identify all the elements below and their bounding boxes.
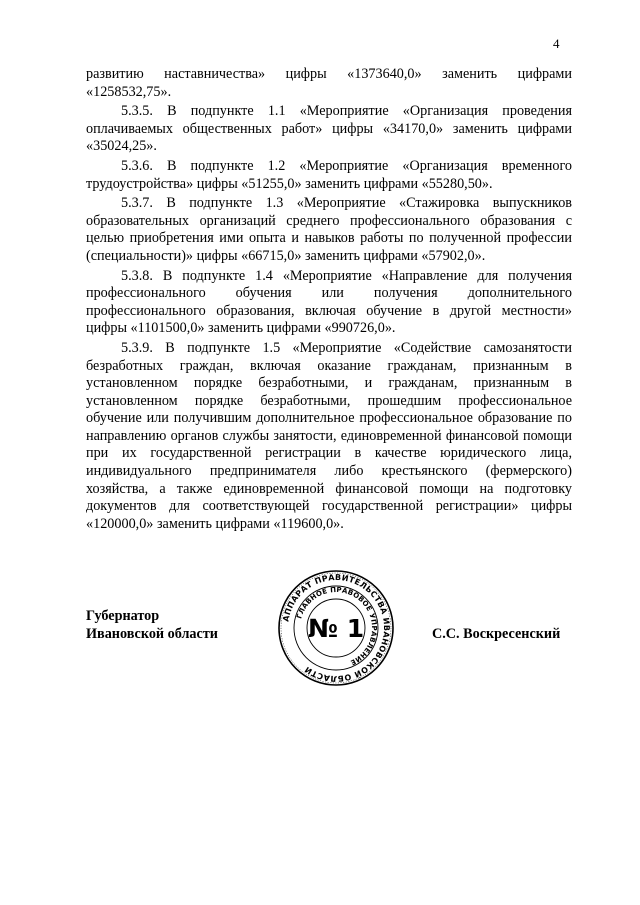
signatory-position [86, 607, 218, 643]
paragraph-5-3-7: 5.3.7. В подпункте 1.3 «Мероприятие «Стажировка выпускников образовательных организаций среднего профессионального образования с целью приобретения ими опыта и навыков работы по полученной профессии (специальности)» цифры «66715,0» заменить цифрами «57902,0». [86, 195, 572, 264]
seal-inner-text: ГЛАВНОЕ ПРАВОВОЕ УПРАВЛЕНИЕ [295, 585, 379, 667]
page-number: 4 [553, 36, 560, 51]
paragraph-continuation: развитию наставничества» цифры «1373640,0» заменить цифрами «1258532,75». [86, 66, 572, 100]
paragraph-5-3-5: 5.3.5. В подпункте 1.1 «Мероприятие «Организация проведения оплачиваемых общественных работ» цифры «34170,0» заменить цифрами «35024,25». [86, 103, 572, 155]
document-body [86, 66, 572, 535]
signatory-name: С.С. Воскресенский [432, 626, 561, 642]
signatory-position-line1: Губернатор [86, 608, 160, 624]
paragraph-5-3-9: 5.3.9. В подпункте 1.5 «Мероприятие «Содействие самозанятости безработных граждан, включая оказание гражданам, признанным в установленном порядке безработными, и гражданам, признанным в установленном порядке безработными, прошедшим профессиональное обучение или получившим дополнительное профессиональное образование по направлению органов службы занятости, единовременной финансовой помощи при их государственной регистрации в качестве юридического лица, индивидуального предпринимателя либо крестьянского (фермерского) хозяйства, а также единовременной финансовой помощи на подготовку документов для соответствующей государственной регистрации» цифры «120000,0» заменить цифрами «119600,0». [86, 339, 572, 532]
paragraph-5-3-8: 5.3.8. В подпункте 1.4 «Мероприятие «Направление для получения профессионального обучения или получения дополнительного профессионального образования, включая обучение в другой местности» цифры «1101500,0» заменить цифрами «990726,0». [86, 267, 572, 337]
signatory-position-line2: Ивановской области [86, 626, 218, 642]
paragraph-5-3-6: 5.3.6. В подпункте 1.2 «Мероприятие «Организация временного трудоустройства» цифры «51255,0» заменить цифрами «55280,50». [86, 157, 572, 192]
official-seal [276, 568, 396, 688]
seal-number: № 1 [307, 614, 365, 643]
seal-outer-text: АППАРАТ ПРАВИТЕЛЬСТВА ИВАНОВСКОЙ ОБЛАСТИ [281, 572, 392, 684]
